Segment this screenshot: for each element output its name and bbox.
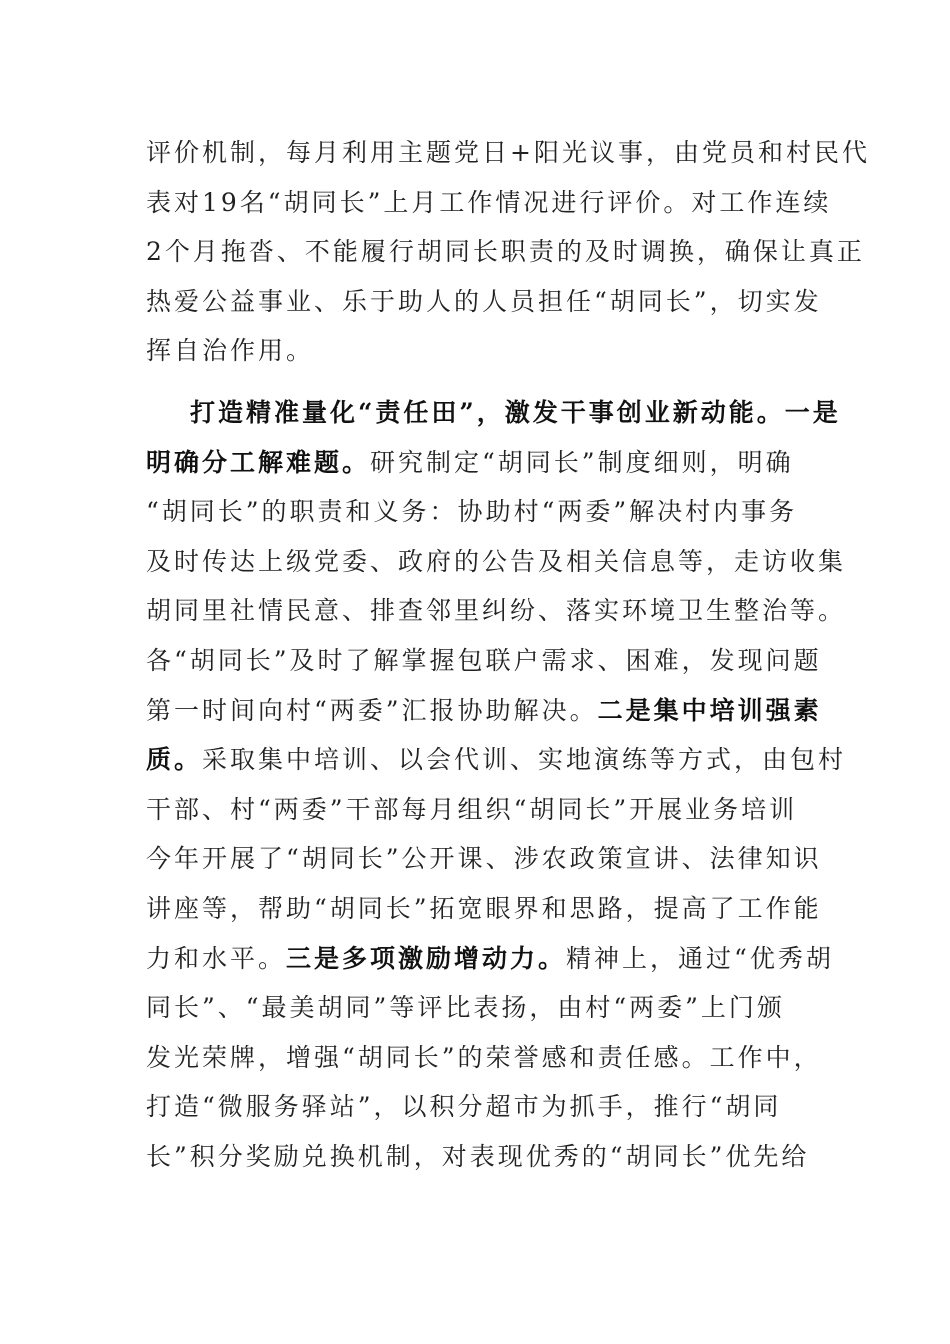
text-line: 今年开展了“胡同长”公开课、涉农政策宣讲、法律知识 <box>146 844 822 874</box>
subsection-heading: 明确分工解难题。 <box>146 447 371 477</box>
subsection-heading: 二是集中培训强素 <box>597 695 822 725</box>
paragraph-evaluation <box>146 128 870 376</box>
text-run: 研究制定“胡同长”制度细则，明确 <box>370 447 794 477</box>
text-line: 发光荣牌，增强“胡同长”的荣誉感和责任感。工作中， <box>146 1042 822 1072</box>
text-line: 评价机制，每月利用主题党日+阳光议事，由党员和村民代 <box>146 138 870 167</box>
text-line: 表对19名“胡同长”上月工作情况进行评价。对工作连续 <box>146 187 832 217</box>
text-line: 胡同里社情民意、排查邻里纠纷、落实环境卫生整治等。 <box>146 596 847 626</box>
text-line: 2个月拖沓、不能履行胡同长职责的及时调换，确保让真正 <box>146 237 865 267</box>
text-line: 干部、村“两委”干部每月组织“胡同长”开展业务培训 <box>146 794 798 824</box>
section-heading: 打造精准量化“责任田”，激发干事创业新动能。一是 <box>190 398 841 427</box>
text-line: 各“胡同长”及时了解掌握包联户需求、困难，发现问题 <box>146 645 822 675</box>
text-line: “胡同长”的职责和义务：协助村“两委”解决村内事务 <box>146 497 798 527</box>
text-run: 精神上，通过“优秀胡 <box>566 943 834 973</box>
subsection-heading: 三是多项激励增动力。 <box>286 943 567 973</box>
text-line <box>146 686 822 736</box>
text-line: 长”积分奖励兑换机制，对表现优秀的“胡同长”优先给 <box>146 1141 810 1171</box>
text-line: 同长”、“最美胡同”等评比表扬，由村“两委”上门颁 <box>146 993 785 1023</box>
text-run: 采取集中培训、以会代训、实地演练等方式，由包村 <box>202 745 847 775</box>
text-line: 挥自治作用。 <box>146 336 315 366</box>
text-run: 力和水平。 <box>146 943 287 973</box>
text-line <box>146 388 841 438</box>
paragraph-responsibility <box>146 388 847 1182</box>
text-line <box>146 735 847 785</box>
text-line: 及时传达上级党委、政府的公告及相关信息等，走访收集 <box>146 546 847 576</box>
text-line <box>146 934 834 984</box>
text-line: 打造“微服务驿站”，以积分超市为抓手，推行“胡同 <box>146 1092 782 1122</box>
text-line <box>146 438 810 488</box>
subsection-heading: 质。 <box>146 745 203 775</box>
text-line: 热爱公益事业、乐于助人的人员担任“胡同长”，切实发 <box>146 286 822 316</box>
text-run: 第一时间向村“两委”汇报协助解决。 <box>146 695 598 725</box>
text-line: 讲座等，帮助“胡同长”拓宽眼界和思路，提高了工作能 <box>146 893 822 923</box>
